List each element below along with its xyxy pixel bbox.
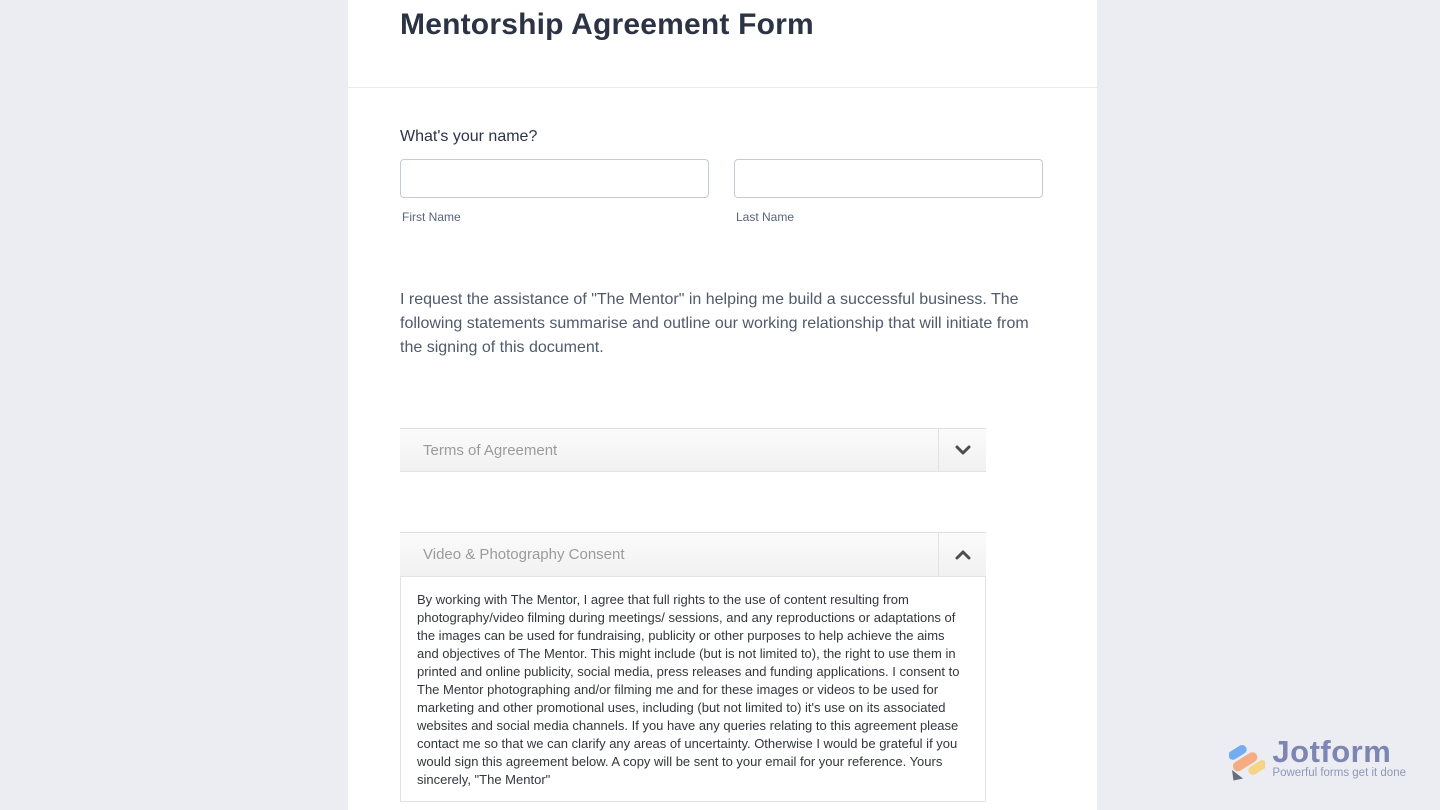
- accordion-video-consent-header[interactable]: [400, 532, 986, 577]
- jotform-wordmark: Jotform: [1272, 734, 1392, 769]
- jotform-logo-icon: [1229, 739, 1265, 788]
- jotform-logo-text: [1272, 734, 1406, 779]
- first-name-input[interactable]: [400, 159, 709, 198]
- first-name-field: [400, 159, 709, 224]
- last-name-field: [734, 159, 1043, 224]
- jotform-logo[interactable]: [1229, 734, 1406, 788]
- intro-paragraph: I request the assistance of "The Mentor" in helping me build a successful business. The following statements summarise and outline our working relationship that will initiate from the signing of this document.: [400, 291, 1029, 356]
- last-name-input[interactable]: [734, 159, 1043, 198]
- accordion-terms-header[interactable]: [400, 428, 986, 472]
- form-header: [348, 0, 1097, 88]
- form-title: Mentorship Agreement Form: [400, 8, 814, 41]
- accordion-video-consent-body: [400, 577, 986, 802]
- intro-paragraph-section: [400, 288, 1044, 360]
- form-body: [348, 128, 1097, 802]
- jotform-tagline: Powerful forms get it done: [1272, 767, 1406, 779]
- name-question-label: What's your name?: [400, 128, 538, 145]
- chevron-up-icon[interactable]: [938, 533, 986, 576]
- accordion-terms-of-agreement: [400, 428, 986, 472]
- first-name-sublabel: First Name: [402, 210, 461, 224]
- name-fields-row: [400, 159, 1044, 224]
- chevron-down-icon[interactable]: [938, 429, 986, 471]
- form-card: [348, 0, 1097, 810]
- consent-text: By working with The Mentor, I agree that full rights to the use of content resulting from photography/video filming during meetings/ sessions, and any reproductions or adaptations of the images can be used for fundraising, publicity or other purposes to help achieve the aims and objectives of The Mentor. This might include (but is not limited to), the right to use them in printed and online publicity, social media, press releases and funding applications. I consent to The Mentor photographing and/or filming me and for these images or videos to be used for marketing and other promotional uses, including (but not limited to) it's use on its associated websites and social media channels. If you have any queries relating to this agreement please contact me so that we can clarify any areas of uncertainty. Otherwise I would be grateful if you would sign this agreement below. A copy will be sent to your email for your reference. Yours sincerely, "The Mentor": [417, 592, 960, 787]
- accordion-video-photography-consent: [400, 532, 986, 802]
- name-question: [400, 128, 1044, 224]
- accordion-video-consent-title: Video & Photography Consent: [423, 546, 625, 563]
- accordion-terms-title: Terms of Agreement: [423, 441, 558, 459]
- last-name-sublabel: Last Name: [736, 210, 795, 224]
